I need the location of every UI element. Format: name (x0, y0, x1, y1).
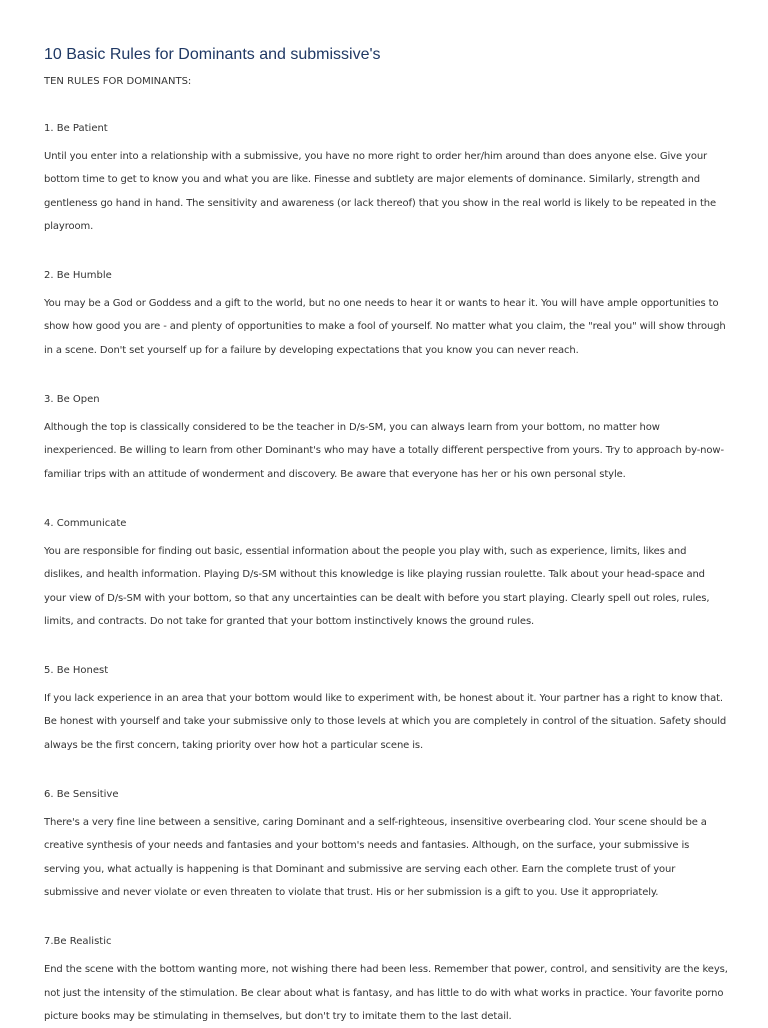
section-subtitle: TEN RULES FOR DOMINANTS: (44, 76, 192, 87)
document-title: 10 Basic Rules for Dominants and submissive's (44, 46, 381, 63)
rule-body: There's a very fine line between a sensitive, caring Dominant and a self-righteous, insensitive overbearing clod. Your scene should be a creative synthesis of your needs and fantasies and your bottom's needs and fantasies. Although, on the surface, your submissive is serving you, what actually is happening is that Dominant and submissive are serving each other. Earn the complete trust of your submissive and never violate or even threaten to violate that trust. His or her submission is a gift to you. Use it appropriately. (44, 817, 707, 898)
rule-item (44, 393, 728, 486)
rule-item (44, 788, 728, 904)
rule-body: You are responsible for finding out basic, essential information about the people you play with, such as experience, limits, likes and dislikes, and health information. Playing D/s-SM without this knowledge is like playing russian roulette. Talk about your head-space and your view of D/s-SM with your bottom, so that any uncertainties can be dealt with before you start playing. Clearly spell out roles, rules, limits, and contracts. Do not take for granted that your bottom instinctively knows the ground rules. (44, 545, 710, 627)
rule-heading: 5. Be Honest (44, 665, 109, 677)
rule-heading: 3. Be Open (44, 394, 100, 406)
rule-body: If you lack experience in an area that your bottom would like to experiment with, be honest about it. Your partner has a right to know that. Be honest with yourself and take your submissive only to those levels at which you are completely in control of the situation. Safety should always be the first concern, taking priority over how hot a particular scene is. (44, 693, 727, 751)
rule-body: Until you enter into a relationship with a submissive, you have no more right to order her/him around than does anyone else. Give your bottom time to get to know you and what you are like. Finesse and subtlety are major elements of dominance. Similarly, strength and gentleness go hand in hand. The sensitivity and awareness (or lack thereof) that you show in the real world is likely to be repeated in the playroom. (44, 151, 717, 232)
rule-heading: 1. Be Patient (44, 123, 108, 134)
rule-item (44, 517, 728, 633)
rule-body: Although the top is classically considered to be the teacher in D/s-SM, you can always learn from your bottom, no matter how inexperienced. Be willing to learn from other Dominant's who may have a totally different perspective from yours. Try to approach by-now-familiar trips with an attitude of wonderment and discovery. Be aware that everyone has her or his own personal style. (44, 422, 724, 480)
rule-heading: 7.Be Realistic (44, 936, 112, 948)
document-page (44, 44, 728, 1028)
rules-list (44, 122, 728, 1028)
rule-item (44, 269, 728, 362)
rule-item (44, 122, 728, 238)
rule-item (44, 664, 728, 757)
rule-item (44, 935, 728, 1028)
rule-body: End the scene with the bottom wanting more, not wishing there had been less. Remember that power, control, and sensitivity are the keys, not just the intensity of the stimulation. Be clear about what is fantasy, and has little to do with what works in practice. Your favorite porno picture books may be stimulating in themselves, but don't try to imitate them to the last detail. (44, 964, 728, 1022)
rule-heading: 6. Be Sensitive (44, 789, 119, 801)
rule-heading: 2. Be Humble (44, 270, 112, 282)
rule-heading: 4. Communicate (44, 517, 127, 529)
rule-body: You may be a God or Goddess and a gift to the world, but no one needs to hear it or wants to hear it. You will have ample opportunities to show how good you are - and plenty of opportunities to make a fool of yourself. No matter what you claim, the "real you" will show through in a scene. Don't set yourself up for a failure by developing expectations that you know you can never reach. (44, 298, 726, 356)
